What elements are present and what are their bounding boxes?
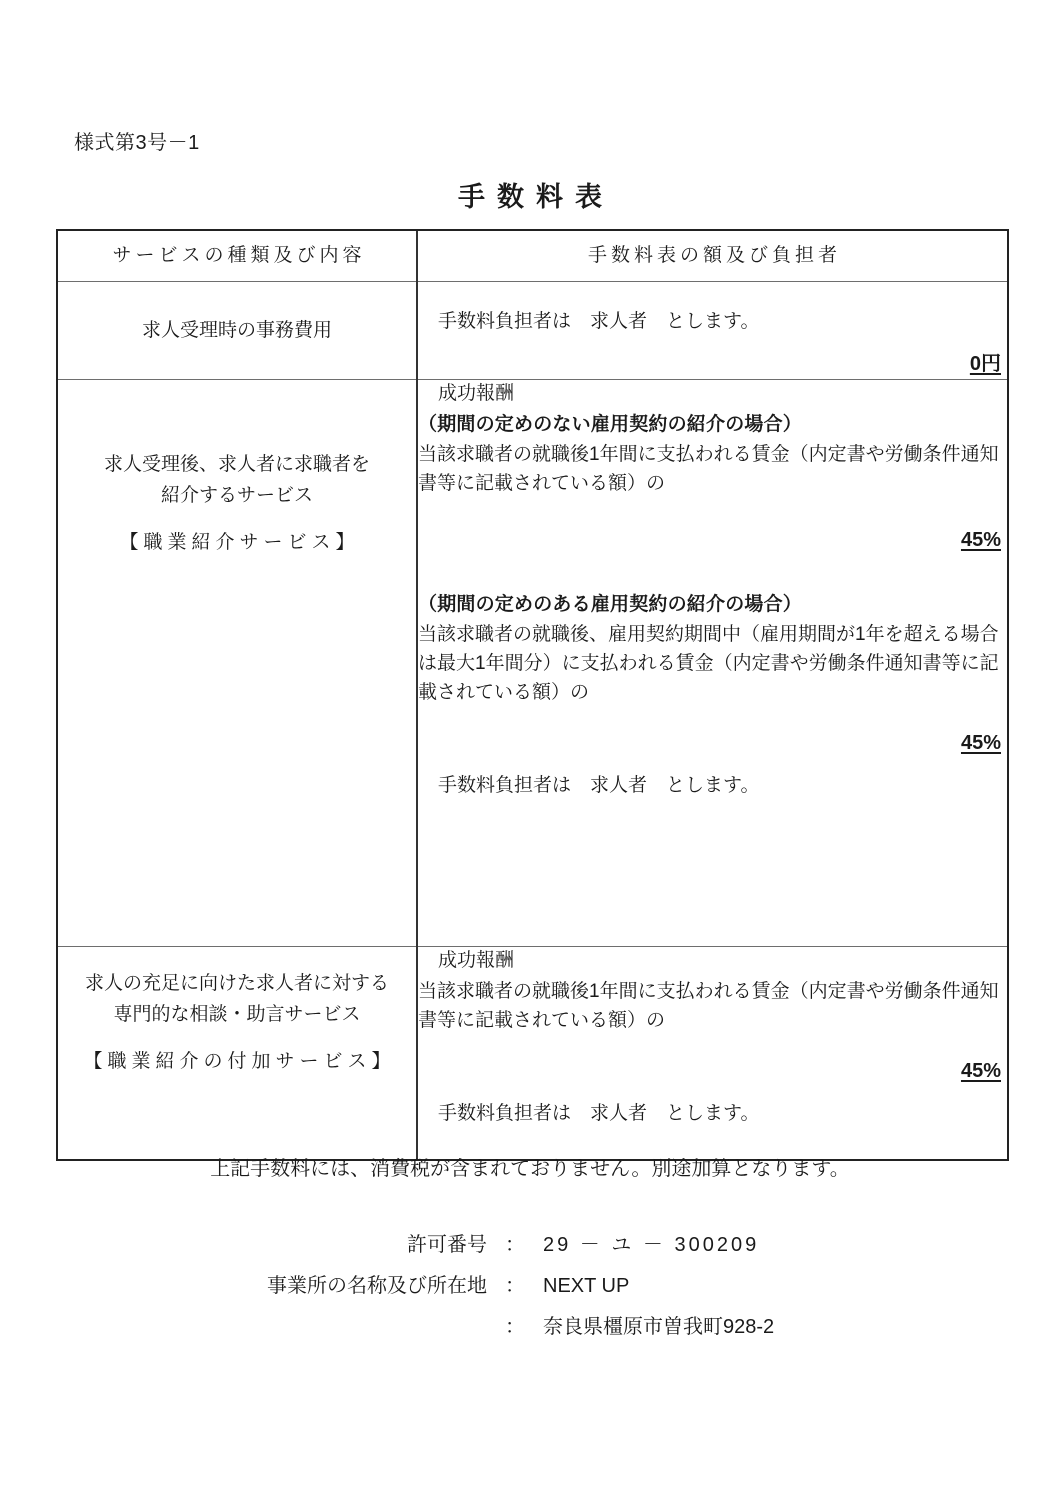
service-cell-1 [57, 282, 417, 380]
table-row [57, 282, 1008, 380]
additional-service-rate: 45% [960, 1059, 1001, 1082]
fee-amount-value: 0円 [969, 352, 1001, 375]
license-number-value: 29 － ユ － 300209 [543, 1234, 760, 1256]
office-name-row [0, 1269, 1060, 1298]
fixed-term-contract-rate: 45% [960, 731, 1001, 754]
page-title: 手数料表 [458, 182, 614, 212]
table-header-row [57, 230, 1008, 282]
payer-statement: 手数料負担者は 求人者 とします。 [438, 775, 760, 797]
service-line: 専門的な相談・助言サービス [113, 1004, 361, 1026]
table-row [57, 380, 1008, 947]
payer-statement: 手数料負担者は 求人者 とします。 [438, 1103, 760, 1125]
office-address-row [0, 1310, 1060, 1339]
fixed-term-contract-body: 当該求職者の就職後、雇用契約期間中（雇用期間が1年を超える場合は最大1年間分）に支払われる賃金（内定書や労働条件通知書等に記載されている額）の [418, 624, 999, 703]
indefinite-contract-heading: （期間の定めのない雇用契約の紹介の場合） [418, 414, 803, 436]
office-label: 事業所の名称及び所在地 [267, 1275, 487, 1297]
license-number-label: 許可番号 [407, 1234, 487, 1256]
service-category-bracket: 【職業紹介サービス】 [119, 531, 360, 553]
service-cell-3 [57, 947, 417, 1161]
fee-cell-1 [417, 282, 1008, 380]
office-name-value: NEXT UP [543, 1275, 630, 1297]
payer-statement: 手数料負担者は 求人者 とします。 [438, 311, 760, 332]
colon-separator: ： [505, 1316, 525, 1338]
service-line: 求人受理時の事務費用 [141, 320, 332, 341]
success-fee-label: 成功報酬 [438, 383, 515, 405]
indefinite-contract-rate: 45% [960, 528, 1001, 551]
header-service-type: サービスの種類及び内容 [57, 230, 417, 282]
service-line: 紹介するサービス [160, 485, 313, 507]
fee-schedule-table [56, 229, 1009, 1161]
colon-separator: ： [505, 1275, 525, 1297]
office-address-value: 奈良県橿原市曽我町928-2 [543, 1316, 775, 1338]
service-line: 求人の充足に向けた求人者に対する [84, 973, 389, 995]
service-category-bracket: 【職業紹介の付加サービス】 [83, 1050, 396, 1072]
fixed-term-contract-heading: （期間の定めのある雇用契約の紹介の場合） [418, 594, 803, 616]
license-info-block [0, 1228, 1060, 1351]
service-line: 求人受理後、求人者に求職者を [103, 454, 370, 476]
fee-cell-3 [417, 947, 1008, 1161]
additional-service-body: 当該求職者の就職後1年間に支払われる賃金（内定書や労働条件通知書等に記載されている額）の [418, 981, 999, 1032]
block-spacer [418, 555, 1007, 589]
fee-cell-2 [417, 380, 1008, 947]
license-number-row [0, 1228, 1060, 1257]
tax-note: 上記手数料には、消費税が含まれておりません。別途加算となります。 [210, 1158, 850, 1180]
header-fee-amount: 手数料表の額及び負担者 [417, 230, 1008, 282]
table-row [57, 947, 1008, 1161]
indefinite-contract-body: 当該求職者の就職後1年間に支払われる賃金（内定書や労働条件通知書等に記載されている額）の [418, 444, 999, 494]
colon-separator: ： [505, 1234, 525, 1256]
form-number: 様式第3号－1 [74, 132, 200, 154]
service-cell-2 [57, 380, 417, 947]
success-fee-label: 成功報酬 [438, 950, 515, 972]
